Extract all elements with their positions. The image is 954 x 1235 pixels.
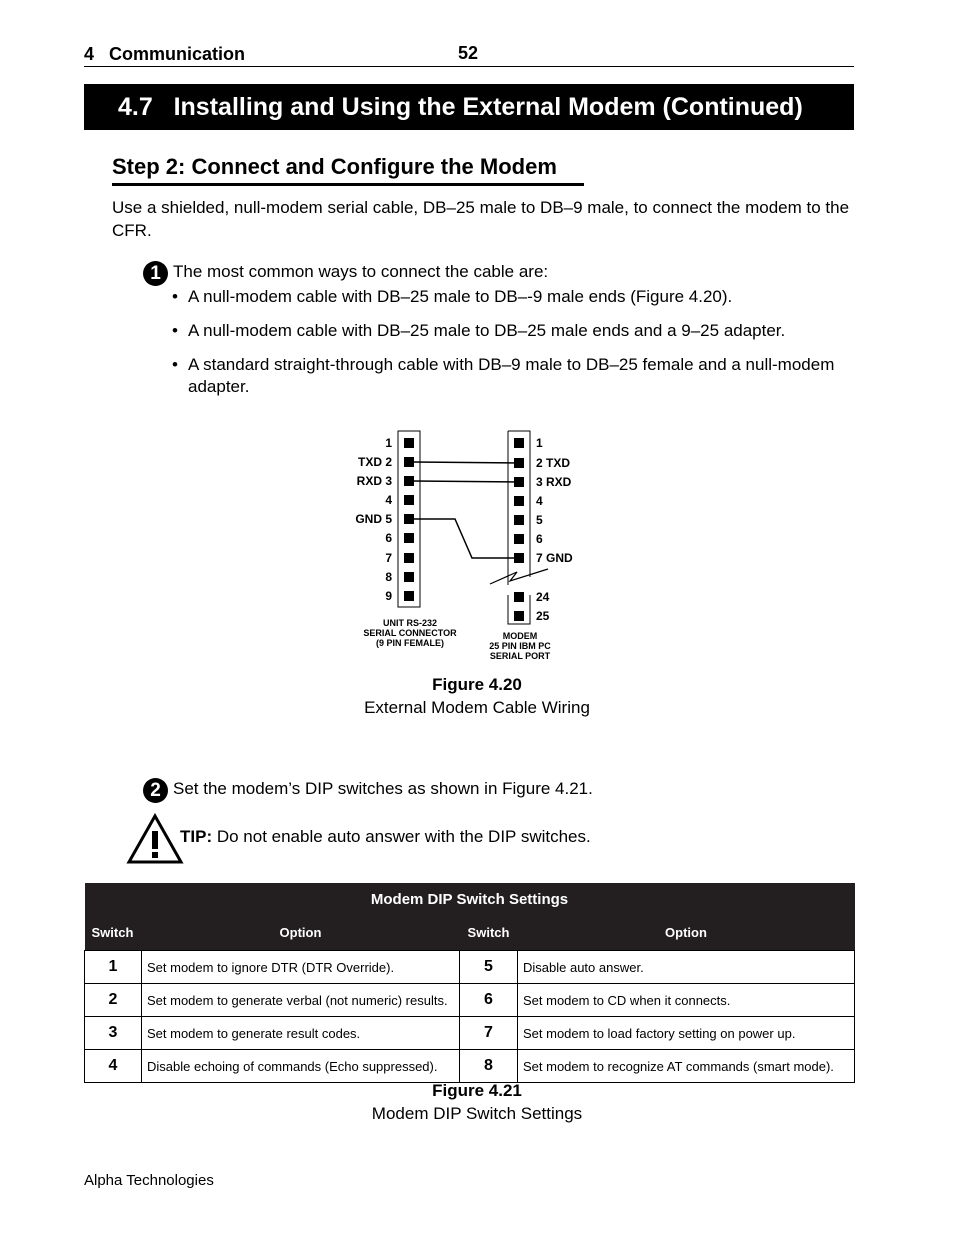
column-header: Switch [85,915,142,951]
figure-4-20-title: External Modem Cable Wiring [364,698,590,717]
db9-pin [404,476,414,486]
footer-company: Alpha Technologies [84,1172,214,1189]
list-item-text: A null-modem cable with DB–25 male to DB–-9 male ends (Figure 4.20). [188,287,733,306]
db9-pin [404,572,414,582]
db9-pin [404,533,414,543]
warning-icon [126,813,184,865]
figure-4-21-number: Figure 4.21 [432,1081,522,1100]
list-item: • A standard straight-through cable with DB–9 male to DB–25 female and a null-modem adapter. [172,355,835,396]
switch-number: 4 [85,1050,142,1083]
db9-pin [404,591,414,601]
switch-number: 2 [85,984,142,1017]
db25-pin-label: 2 TXD [536,456,571,470]
switch-option: Set modem to load factory setting on power up. [518,1017,855,1050]
db9-pin [404,438,414,448]
modem-caption-line-3: SERIAL PORT [489,651,551,661]
section-title: 4.7 Installing and Using the External Modem (Continued) [84,84,854,130]
step-title: Step 2: Connect and Configure the Modem [112,154,557,179]
db25-pin-label: 25 [536,609,550,623]
tip-body: Do not enable auto answer with the DIP switches. [212,827,591,846]
db9-pin-label: GND 5 [355,512,392,526]
db25-pin-label: 5 [536,513,543,527]
list-item-text: A null-modem cable with DB–25 male to DB–25 male ends and a 9–25 adapter. [188,321,786,340]
switch-option: Set modem to generate verbal (not numeric) results. [142,984,460,1017]
step-1-lead: The most common ways to connect the cable are: [173,262,549,281]
wire-txd-txd [414,462,518,463]
switch-option: Disable echoing of commands (Echo suppressed). [142,1050,460,1083]
switch-number: 3 [85,1017,142,1050]
switch-number: 7 [460,1017,518,1050]
db25-pin [514,611,524,621]
page-number: 52 [458,43,479,63]
switch-option: Set modem to ignore DTR (DTR Override). [142,951,460,984]
column-header: Switch [460,915,518,951]
db9-caption-line-3: (9 PIN FEMALE) [375,638,445,648]
table-row [85,951,855,984]
table-title-row [85,883,855,915]
table-row [85,1017,855,1050]
tip-text [180,827,591,847]
db9-pin-label: 6 [385,531,392,545]
switch-number: 8 [460,1050,518,1083]
db9-pin-label: 9 [385,589,392,603]
list-item-text: A standard straight-through cable with DB–9 male to DB–25 female and a null-modem adapter. [188,355,835,396]
wire-gnd-gnd [414,519,518,558]
step-2-text: Set the modem’s DIP switches as shown in Figure 4.21. [173,779,593,798]
switch-option: Disable auto answer. [518,951,855,984]
db25-pin-label: 1 [536,436,543,450]
column-header: Option [518,915,855,951]
switch-number: 1 [85,951,142,984]
db25-pin [514,534,524,544]
step-2-badge: 2 [143,778,168,803]
db9-pin-label: 7 [385,551,392,565]
list-item: • A null-modem cable with DB–25 male to DB–-9 male ends (Figure 4.20). [172,287,733,306]
db25-pin-label: 6 [536,532,543,546]
figure-4-20-number: Figure 4.20 [432,675,522,694]
chapter-heading: 4 Communication [84,44,246,64]
table-title: Modem DIP Switch Settings [85,883,855,915]
db25-pin-label: 7 GND [536,551,573,565]
column-header: Option [142,915,460,951]
figure-4-21-title: Modem DIP Switch Settings [371,1104,583,1123]
db25-pin [514,496,524,506]
db9-pin-label: TXD 2 [357,455,392,469]
db9-pin-label: 1 [385,436,392,450]
switch-option: Set modem to CD when it connects. [518,984,855,1017]
tip-label: TIP: [180,827,213,846]
dip-switch-table [84,883,855,1083]
table-header-row [85,915,855,951]
step-1-badge: 1 [143,261,168,286]
switch-option: Set modem to recognize AT commands (smart mode). [518,1050,855,1083]
db25-pin-label: 4 [536,494,543,508]
db25-pin [514,438,524,448]
switch-number: 5 [460,951,518,984]
table-row [85,984,855,1017]
intro-paragraph: Use a shielded, null-modem serial cable, DB–25 male to DB–9 male, to connect the modem to the CFR. [112,198,850,240]
db9-caption-line-1: UNIT RS-232 [382,618,438,628]
db9-pin [404,495,414,505]
db9-caption-line-2: SERIAL CONNECTOR [363,628,457,638]
db25-pin-label: 3 RXD [536,475,572,489]
db25-pin-label: 24 [536,590,550,604]
modem-caption-line-1: MODEM [502,631,538,641]
db9-pin [404,457,414,467]
wire-rxd-rxd [414,481,518,482]
table-row [85,1050,855,1083]
db25-pin [514,592,524,602]
switch-number: 6 [460,984,518,1017]
switch-option: Set modem to generate result codes. [142,1017,460,1050]
db9-pin-label: RXD 3 [356,474,392,488]
db9-pin-label: 8 [385,570,392,584]
list-item: • A null-modem cable with DB–25 male to DB–25 male ends and a 9–25 adapter. [172,321,786,340]
connector-break-symbol [490,569,548,584]
db9-pin [404,553,414,563]
db25-pin [514,515,524,525]
db9-pin [404,514,414,524]
db9-pin-label: 4 [385,493,392,507]
modem-caption-line-2: 25 PIN IBM PC [489,641,551,651]
